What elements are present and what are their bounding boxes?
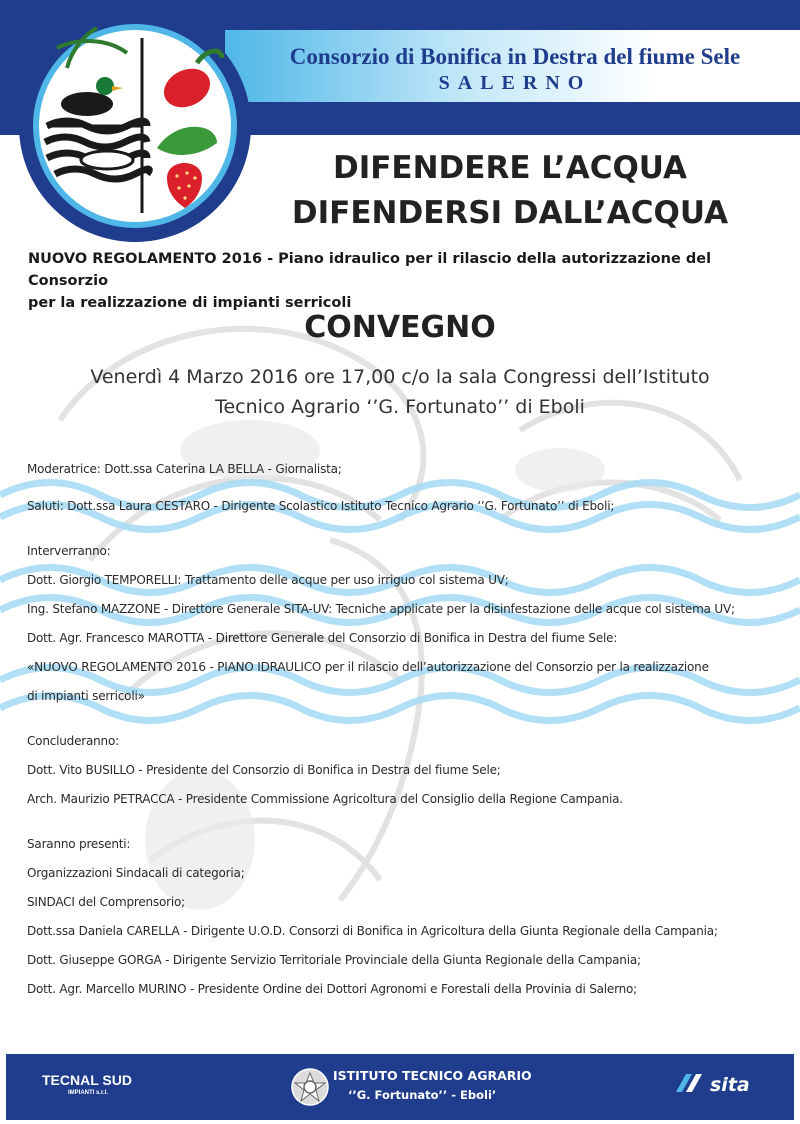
slogan-line-1: DIFENDERE L’ACQUA [332, 150, 688, 186]
list-item: Ing. Stefano MAZZONE - Direttore Generale SITA-UV: Tecniche applicate per la disinfestazione delle acque col sistema UV; [27, 602, 735, 616]
interverranno-heading: Interverranno: [27, 544, 111, 558]
list-item: SINDACI del Comprensorio; [27, 895, 185, 909]
list-item: di impianti serricoli» [27, 689, 145, 703]
event-line-1: Venerdì 4 Marzo 2016 ore 17,00 c/o la sala Congressi dell’Istituto [90, 366, 710, 388]
tecnal-subtitle: IMPIANTI s.r.l. [68, 1090, 109, 1096]
saluti: Saluti: Dott.ssa Laura CESTARO - Dirigente Scolastico Istituto Tecnico Agrario ‘’G. Fortunato’’ di Eboli; [27, 499, 615, 513]
event-line-2: Tecnico Agrario ‘’G. Fortunato’’ di Eboli [215, 396, 585, 418]
list-item: Arch. Maurizio PETRACCA - Presidente Commissione Agricoltura del Consiglio della Regione Campania. [27, 792, 623, 806]
list-item: Dott. Giuseppe GORGA - Dirigente Servizio Territoriale Provinciale della Giunta Regionale della Campania; [27, 953, 641, 967]
sita-logo-text: sita [710, 1074, 750, 1096]
istituto-name: ISTITUTO TECNICO AGRARIO [333, 1068, 532, 1083]
italian-emblem-icon [290, 1064, 330, 1110]
consorzio-logo-icon [17, 8, 253, 244]
list-item: Dott. Agr. Francesco MAROTTA - Direttore Generale del Consorzio di Bonifica in Destra del fiume Sele: [27, 631, 618, 645]
list-item: Organizzazioni Sindacali di categoria; [27, 866, 245, 880]
event-title: CONVEGNO [304, 310, 496, 345]
program [27, 458, 787, 1001]
subtitle-line-2: per la realizzazione di impianti serricoli [28, 295, 352, 311]
slogan-line-2: DIFENDERSI DALL’ACQUA [291, 195, 729, 231]
footer-band [6, 1054, 794, 1120]
moderatrice: Moderatrice: Dott.ssa Caterina LA BELLA - Giornalista; [27, 462, 342, 476]
subtitle [28, 248, 788, 314]
sita-logo-icon [672, 1068, 772, 1098]
list-item: «NUOVO REGOLAMENTO 2016 - PIANO IDRAULICO per il rilascio dell’autorizzazione del Consorzio per la realizzazione [27, 660, 709, 674]
list-item: Dott. Giorgio TEMPORELLI: Trattamento delle acque per uso irriguo col sistema UV; [27, 573, 509, 587]
fish-icon [81, 151, 133, 169]
org-city: SALERNO [438, 72, 592, 94]
subtitle-line-1: NUOVO REGOLAMENTO 2016 - Piano idraulico per il rilascio della autorizzazione del Consorzio [28, 251, 712, 289]
list-item: Dott.ssa Daniela CARELLA - Dirigente U.O.D. Consorzi di Bonifica in Agricoltura della Giunta Regionale della Campania; [27, 924, 718, 938]
presenti-heading: Saranno presenti: [27, 837, 131, 851]
istituto-location: ‘’G. Fortunato’’ - Eboli’ [348, 1088, 497, 1102]
list-item: Dott. Vito BUSILLO - Presidente del Consorzio di Bonifica in Destra del fiume Sele; [27, 763, 501, 777]
list-item: Dott. Agr. Marcello MURINO - Presidente Ordine dei Dottori Agronomi e Forestali della Provinia di Salerno; [27, 982, 638, 996]
org-name: Consorzio di Bonifica in Destra del fiume Sele [289, 44, 741, 69]
concluderanno-heading: Concluderanno: [27, 734, 119, 748]
tecnal-logo-text: TECNAL SUD [42, 1072, 132, 1088]
